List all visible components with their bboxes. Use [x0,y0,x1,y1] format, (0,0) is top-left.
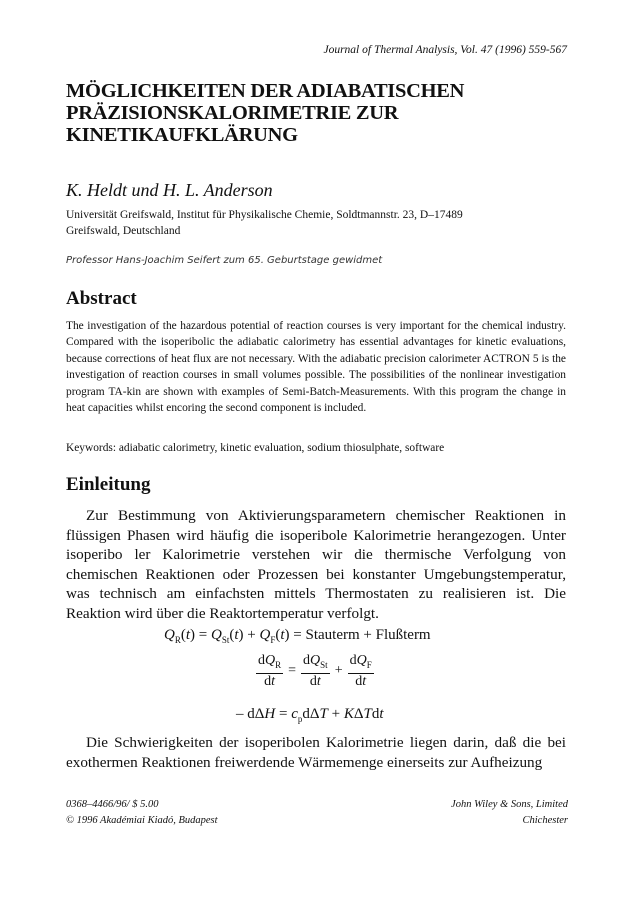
equation-1: $Q_R(t) = Q_{St}(t) + Q_F(t)$ = Stauterm + Flußterm [164,627,431,645]
abstract-heading: Abstract [66,288,137,309]
abstract-text: The investigation of the hazardous potential of reaction courses is very important for the chemical industry. Compared with the isoperibolic the adiabatic calorimetry has essential advantages for kinetic evaluations, because corrections of heat flux are not necessary. With the adiabatic precision calorimeter ACTRON 5 is the investigation of reaction courses in small volumes possible. The possibilities of the nonlinear investigation program TA-kin are shown with examples of Semi-Batch-Measurements. With this program the change in heat capacities whilst encoring the second component is included. [66,320,566,415]
keywords-label: Keywords [66,442,113,454]
equation-3: – $d\Delta H = c_pd\Delta T + K\Delta Tdt$ [236,706,384,724]
section-heading: Einleitung [66,474,151,495]
equation-2: $\frac{dQ_R}{dt}$ = $\frac{dQ_{St}}{dt}$ + $\frac{dQ_F}{dt}$ [258,653,372,689]
publisher-city: Chichester [522,815,568,826]
affiliation [66,207,566,239]
journal-header: Journal of Thermal Analysis, Vol. 47 (1996) 559-567 [323,44,567,56]
footer-right [360,797,568,829]
title-line-3: KINETIKAUFKLÄRUNG [66,124,298,146]
publisher: John Wiley & Sons, Limited [451,799,568,810]
paragraph-2: Die Schwierigkeiten der isoperibolen Kalorimetrie liegen darin, daß die bei exothermen Reaktionen freiwerdende Wärmemenge einerseits zur Aufheizung [66,734,566,771]
footer-left [66,797,218,829]
paper-title [66,80,566,146]
affiliation-line-2: Greifswald, Deutschland [66,225,181,237]
equation-1-text: = Stauterm + Flußterm [293,627,431,643]
paragraph-1: Zur Bestimmung von Aktivierungsparametern chemischer Reaktionen in flüssigen Phasen wird häufig die isoperibole Kalorimetrie herangezogen. Unter isoperibo ler Kalorimetrie verstehen wir die thermische Verfolgung von chemischen Reaktionen oder Prozessen bei konstanter Umgebungstemperatur, was technisch am einfachsten mittels Thermostaten zu realisieren ist. Die Reaktion wird über die Reaktortemperatur verfolgt. [66,507,566,622]
copyright: © 1996 Akadémiai Kiadó, Budapest [66,815,218,826]
issn-code: 0368–4466/96/ $ 5.00 [66,799,159,810]
keywords-text: : adiabatic calorimetry, kinetic evaluation, sodium thiosulphate, software [112,442,445,454]
keywords [66,442,566,454]
authors: K. Heldt und H. L. Anderson [66,180,273,200]
dedication: Professor Hans-Joachim Seifert zum 65. Geburtstage gewidmet [66,255,383,266]
title-line-1: MÖGLICHKEITEN DER ADIABATISCHEN [66,80,465,102]
affiliation-line-1: Universität Greifswald, Institut für Physikalische Chemie, Soldtmannstr. 23, D–17489 [66,209,463,221]
title-line-2: PRÄZISIONSKALORIMETRIE ZUR [66,102,399,124]
